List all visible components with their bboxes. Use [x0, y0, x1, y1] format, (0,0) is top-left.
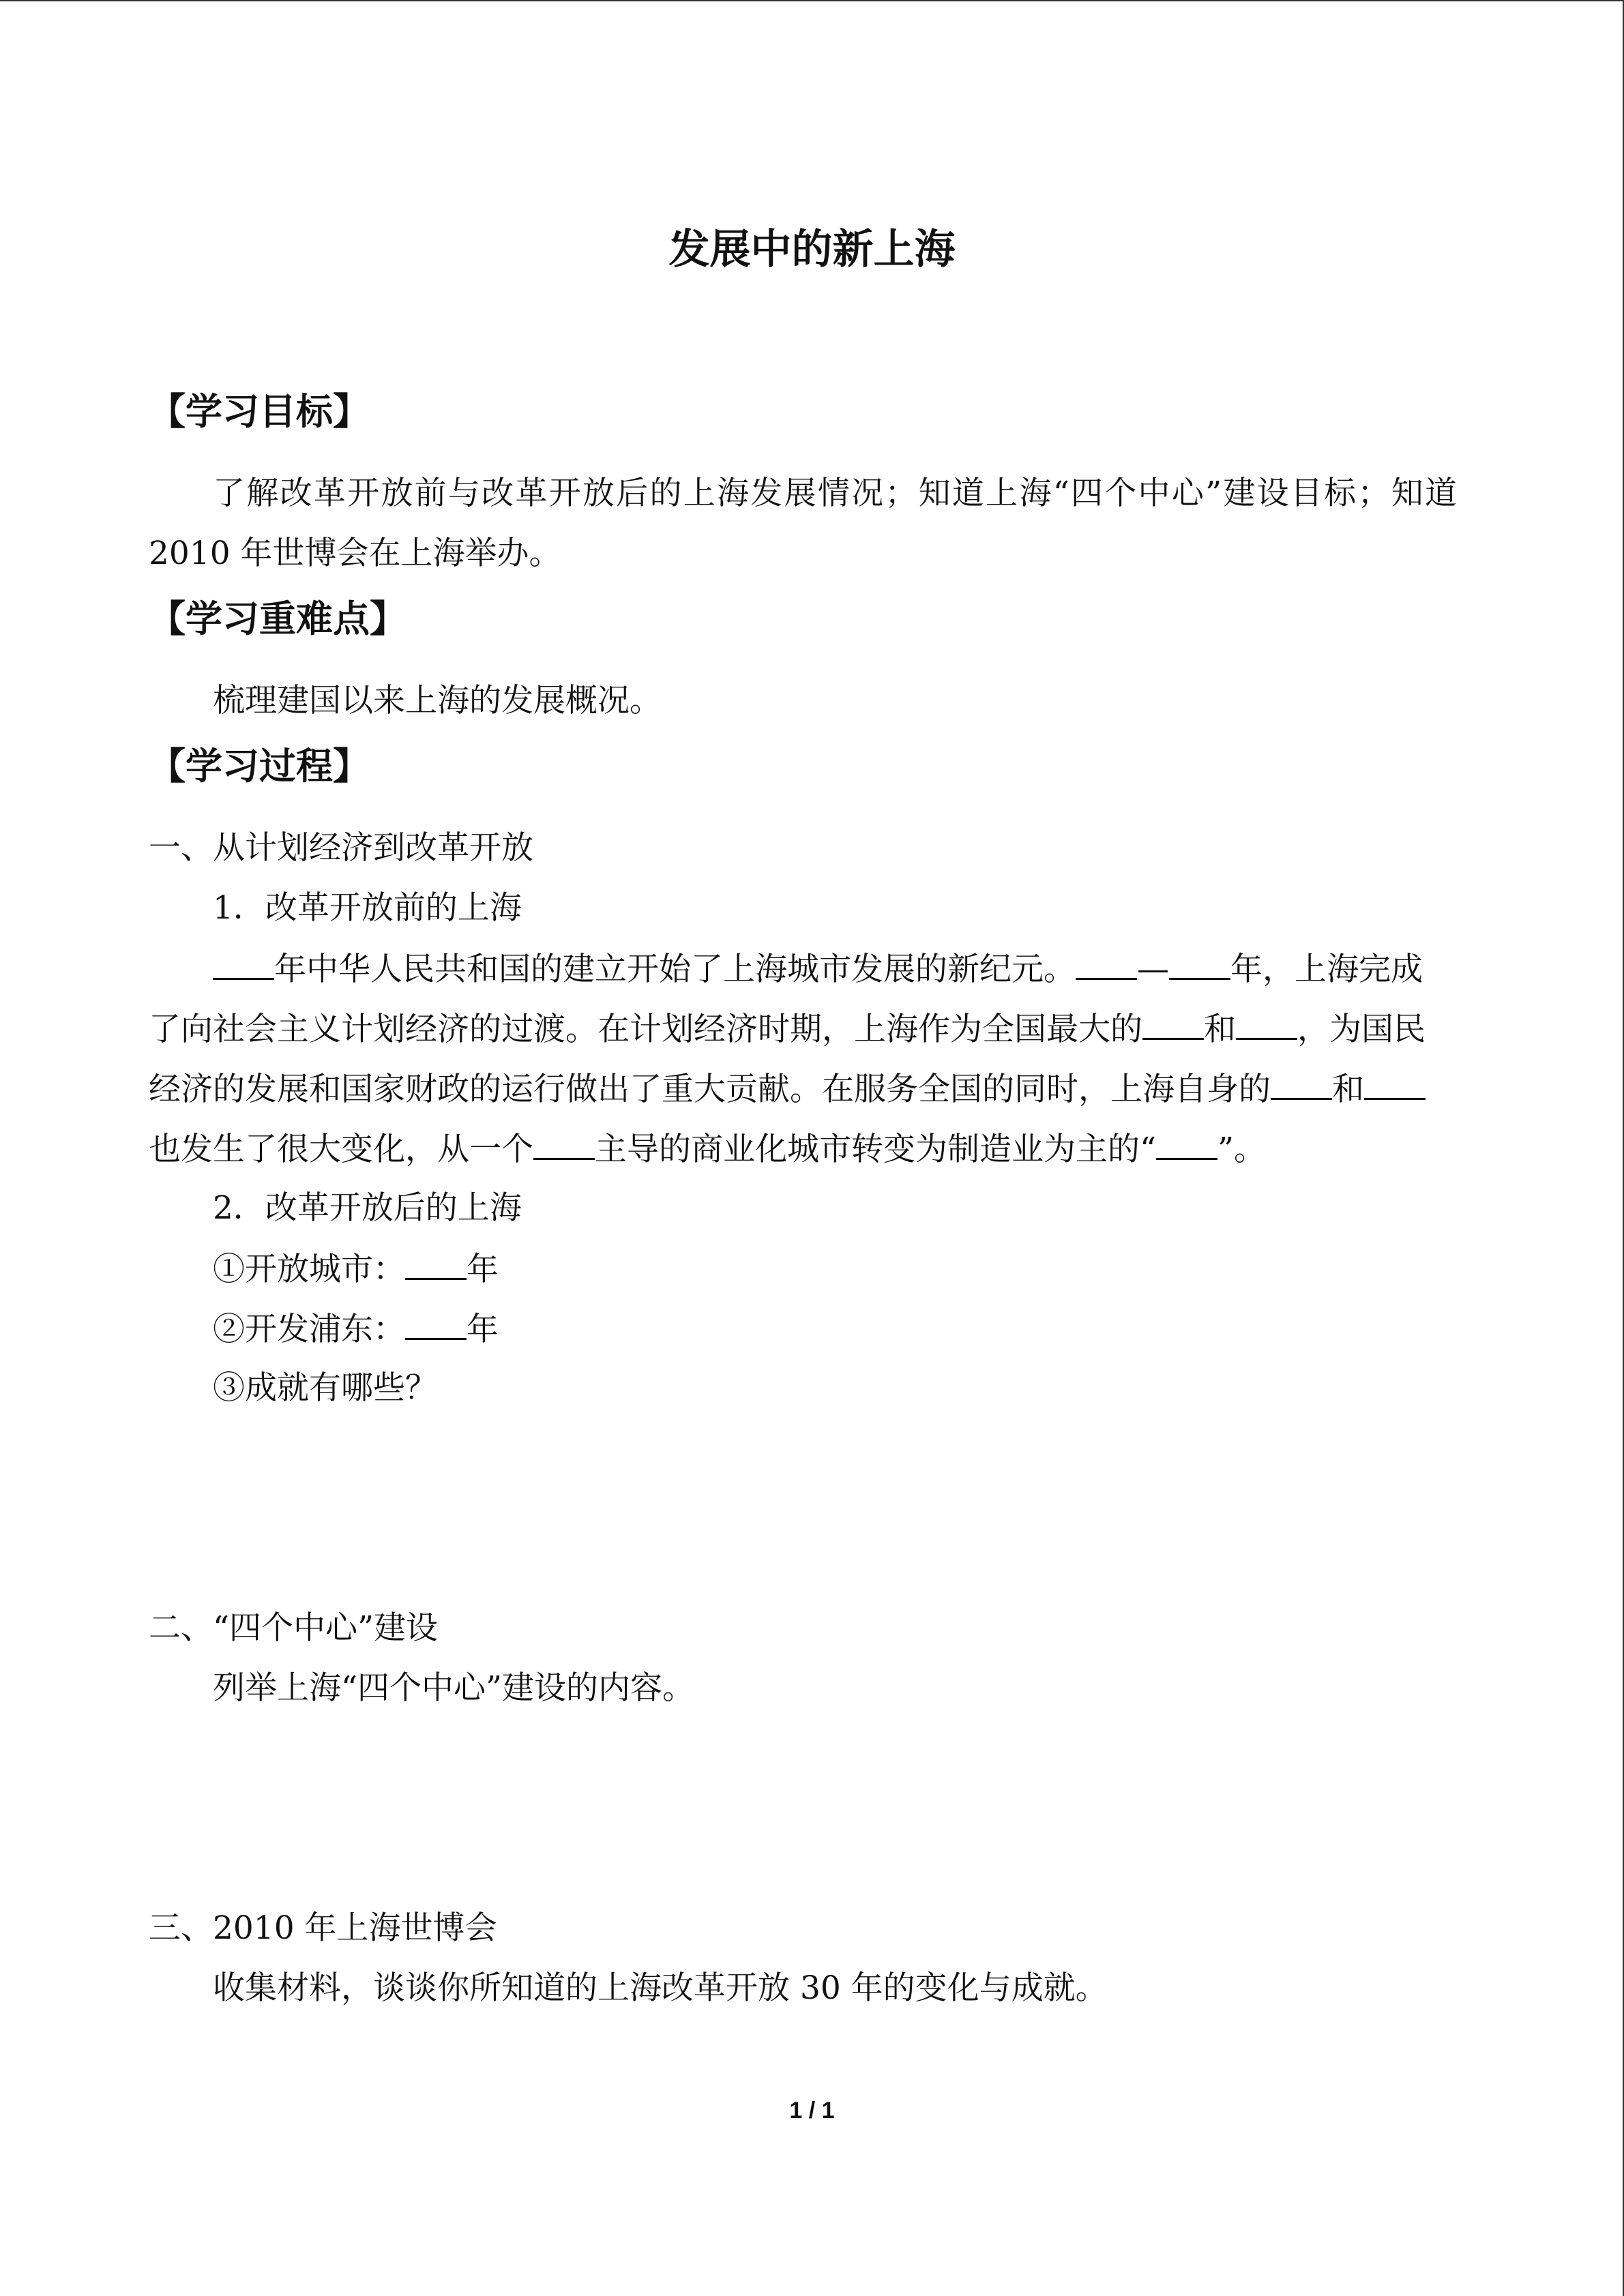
- part1-sub2: 2．改革开放后的上海: [213, 1189, 522, 1227]
- part3-title: 三、2010 年上海世博会: [149, 1909, 497, 1947]
- text-fragment: 和: [1332, 1071, 1364, 1108]
- blank-field[interactable]: [405, 1308, 467, 1340]
- part1-sub1: 1．改革开放前的上海: [213, 889, 522, 927]
- heading-learning-goals: 【学习目标】: [149, 390, 370, 433]
- text-fragment: ”。: [1217, 1131, 1267, 1168]
- heading-learning-process: 【学习过程】: [149, 745, 370, 788]
- blank-field[interactable]: [1156, 1128, 1217, 1160]
- part1-title: 一、从计划经济到改革开放: [149, 829, 533, 867]
- key-points-text: 梳理建国以来上海的发展概况。: [213, 682, 662, 719]
- blank-field[interactable]: [1236, 1008, 1297, 1040]
- blank-field[interactable]: [1364, 1068, 1426, 1100]
- fill-paragraph-line-2: [149, 1008, 1426, 1050]
- blank-field[interactable]: [1076, 948, 1137, 980]
- item-open-city: [213, 1248, 499, 1290]
- fill-paragraph-line-3: [149, 1068, 1426, 1110]
- blank-field[interactable]: [1142, 1008, 1204, 1040]
- blank-field[interactable]: [405, 1248, 467, 1280]
- fill-paragraph-line-1: [213, 948, 1423, 990]
- item-label: ①开放城市：: [213, 1251, 405, 1288]
- blank-field[interactable]: [1271, 1068, 1332, 1100]
- text-fragment: 年中华人民共和国的建立开始了上海城市发展的新纪元。: [274, 951, 1076, 988]
- text-fragment: 了向社会主义计划经济的过渡。在计划经济时期，上海作为全国最大的: [149, 1011, 1142, 1048]
- page-number: 1 / 1: [789, 2098, 835, 2123]
- text-fragment: 年，上海完成: [1230, 951, 1423, 988]
- text-fragment: —: [1137, 951, 1169, 988]
- text-fragment: 也发生了很大变化，从一个: [149, 1131, 533, 1168]
- text-fragment: ，为国民: [1297, 1011, 1426, 1048]
- heading-key-points: 【学习重难点】: [149, 597, 407, 640]
- blank-field[interactable]: [213, 948, 274, 980]
- goals-text-line-2: 2010 年世博会在上海举办。: [149, 535, 561, 572]
- item-unit: 年: [467, 1311, 499, 1348]
- part2-title: 二、“四个中心”建设: [149, 1609, 439, 1647]
- blank-field[interactable]: [533, 1128, 595, 1160]
- text-fragment: 经济的发展和国家财政的运行做出了重大贡献。在服务全国的同时，上海自身的: [149, 1071, 1271, 1108]
- item-label: ②开发浦东：: [213, 1311, 405, 1348]
- item-unit: 年: [467, 1251, 499, 1288]
- goals-text-line-1: 了解改革开放前与改革开放后的上海发展情况；知道上海“四个中心”建设目标；知道: [213, 475, 1457, 512]
- fill-paragraph-line-4: [149, 1128, 1266, 1170]
- text-fragment: 和: [1204, 1011, 1236, 1048]
- item-achievements: ③成就有哪些？: [213, 1369, 437, 1407]
- page-title: 发展中的新上海: [668, 226, 956, 273]
- text-fragment: 主导的商业化城市转变为制造业为主的“: [595, 1131, 1157, 1168]
- item-pudong: [213, 1308, 499, 1350]
- blank-field[interactable]: [1169, 948, 1230, 980]
- part2-text: 列举上海“四个中心”建设的内容。: [213, 1669, 695, 1707]
- part3-text: 收集材料，谈谈你所知道的上海改革开放 30 年的变化与成就。: [213, 1969, 1108, 2007]
